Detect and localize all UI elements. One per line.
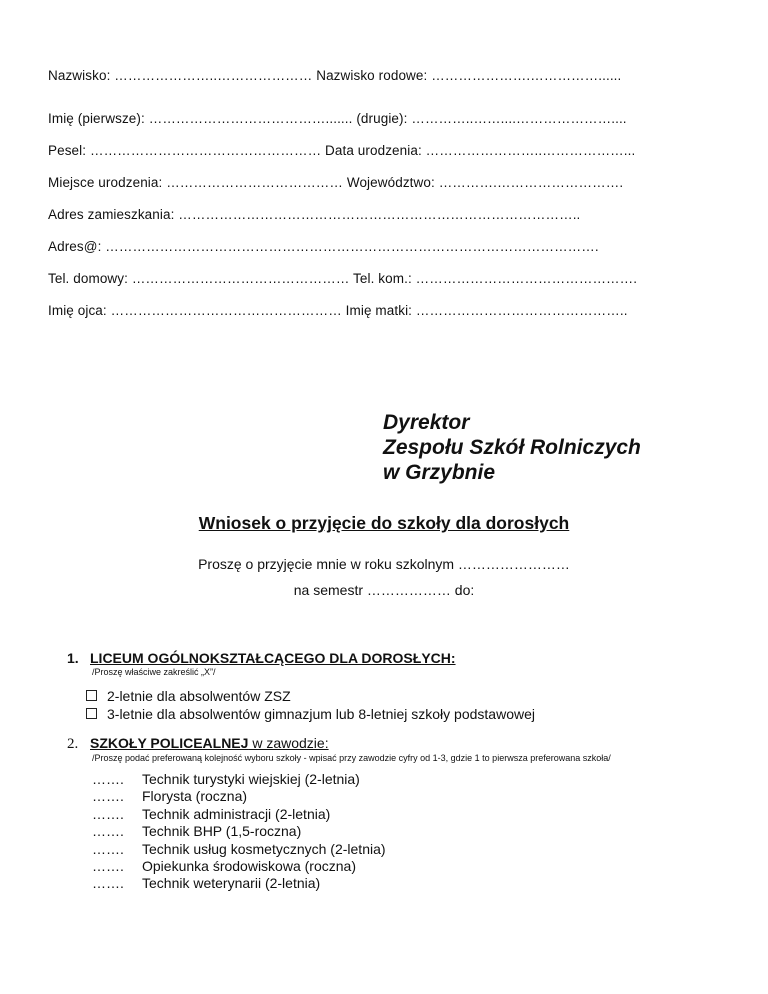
option-2-year[interactable] (86, 687, 291, 705)
preference-field[interactable]: ……. (92, 771, 124, 787)
list-item (92, 823, 386, 840)
section-1-number: 1. (67, 650, 79, 666)
parents-field[interactable]: Imię ojca: …………………………………………… Imię matki: ……………………………………….. (48, 303, 628, 318)
list-item (92, 858, 386, 875)
profession-label: Technik BHP (1,5-roczna) (142, 823, 302, 840)
option-3-year[interactable] (86, 705, 535, 723)
section-1-title: LICEUM OGÓLNOKSZTAŁCĄCEGO DLA DOROSŁYCH: (90, 650, 456, 666)
pesel-field[interactable]: Pesel: …………………………………………… Data urodzenia: ……………………..………………... (48, 143, 636, 158)
option-label: 3-letnie dla absolwentów gimnazjum lub 8-letniej szkoły podstawowej (107, 706, 535, 722)
section-1-heading (67, 650, 456, 666)
address-field[interactable]: Adres zamieszkania: …………………………………………………………………………….. (48, 207, 581, 222)
request-line-1: Proszę o przyjęcie mnie w roku szkolnym …………………… (198, 556, 570, 572)
document-title: Wniosek o przyjęcie do szkoły dla dorosłych (198, 513, 570, 533)
preference-field[interactable]: ……. (92, 823, 124, 840)
list-item (92, 841, 386, 858)
addressee-line-2: Zespołu Szkół Rolniczych (383, 436, 641, 459)
list-item (92, 771, 386, 788)
surname-field[interactable]: Nazwisko: …………………..………………… Nazwisko rodowe: ………………….……………...... (48, 68, 622, 83)
profession-label: Technik administracji (2-letnia) (142, 805, 331, 822)
section-2-number: 2. (67, 736, 79, 752)
addressee-line-1: Dyrektor (383, 411, 470, 434)
preference-field[interactable]: ……. (92, 840, 124, 857)
section-2-note: /Proszę podać preferowaną kolejność wyboru szkoły - wpisać przy zawodzie cyfry od 1-3, gdzie 1 to pierwsza preferowana szkoła/ (92, 753, 611, 763)
profession-label: Florysta (roczna) (142, 788, 248, 805)
list-item (92, 788, 386, 805)
profession-label: Technik weterynarii (2-letnia) (142, 875, 321, 892)
addressee (383, 410, 641, 485)
birthplace-field[interactable]: Miejsce urodzenia: ………………………………… Województwo: ………….………………………. (48, 175, 624, 190)
preference-field[interactable]: ……. (92, 875, 124, 892)
first-name-field[interactable]: Imię (pierwsze): …………………………………....... (drugie): …………..……....………………….... (48, 111, 627, 126)
email-field[interactable]: Adres@: ………………………………………………………………………………………………. (48, 239, 599, 254)
phone-field[interactable]: Tel. domowy: ………………………………………… Tel. kom.: …………………………………………. (48, 271, 638, 286)
profession-label: Technik turystyki wiejskiej (2-letnia) (142, 771, 360, 787)
list-item (92, 806, 386, 823)
section-2-title: SZKOŁY POLICEALNEJ (90, 735, 249, 751)
profession-label: Technik usług kosmetycznych (2-letnia) (142, 840, 386, 857)
checkbox[interactable] (86, 708, 97, 719)
section-1-note: /Proszę właściwe zakreślić „X”/ (92, 667, 216, 677)
section-2-title-suffix: w zawodzie: (248, 735, 329, 751)
profession-label: Opiekunka środowiskowa (roczna) (142, 858, 356, 875)
section-2-heading (67, 735, 329, 753)
preference-field[interactable]: ……. (92, 788, 124, 805)
preference-field[interactable]: ……. (92, 805, 124, 822)
list-item (92, 875, 386, 892)
addressee-line-3: w Grzybnie (383, 461, 496, 484)
profession-list (92, 771, 386, 893)
option-label: 2-letnie dla absolwentów ZSZ (107, 688, 291, 704)
preference-field[interactable]: ……. (92, 858, 124, 875)
request-line-2: na semestr ……………… do: (293, 582, 475, 598)
checkbox[interactable] (86, 690, 97, 701)
